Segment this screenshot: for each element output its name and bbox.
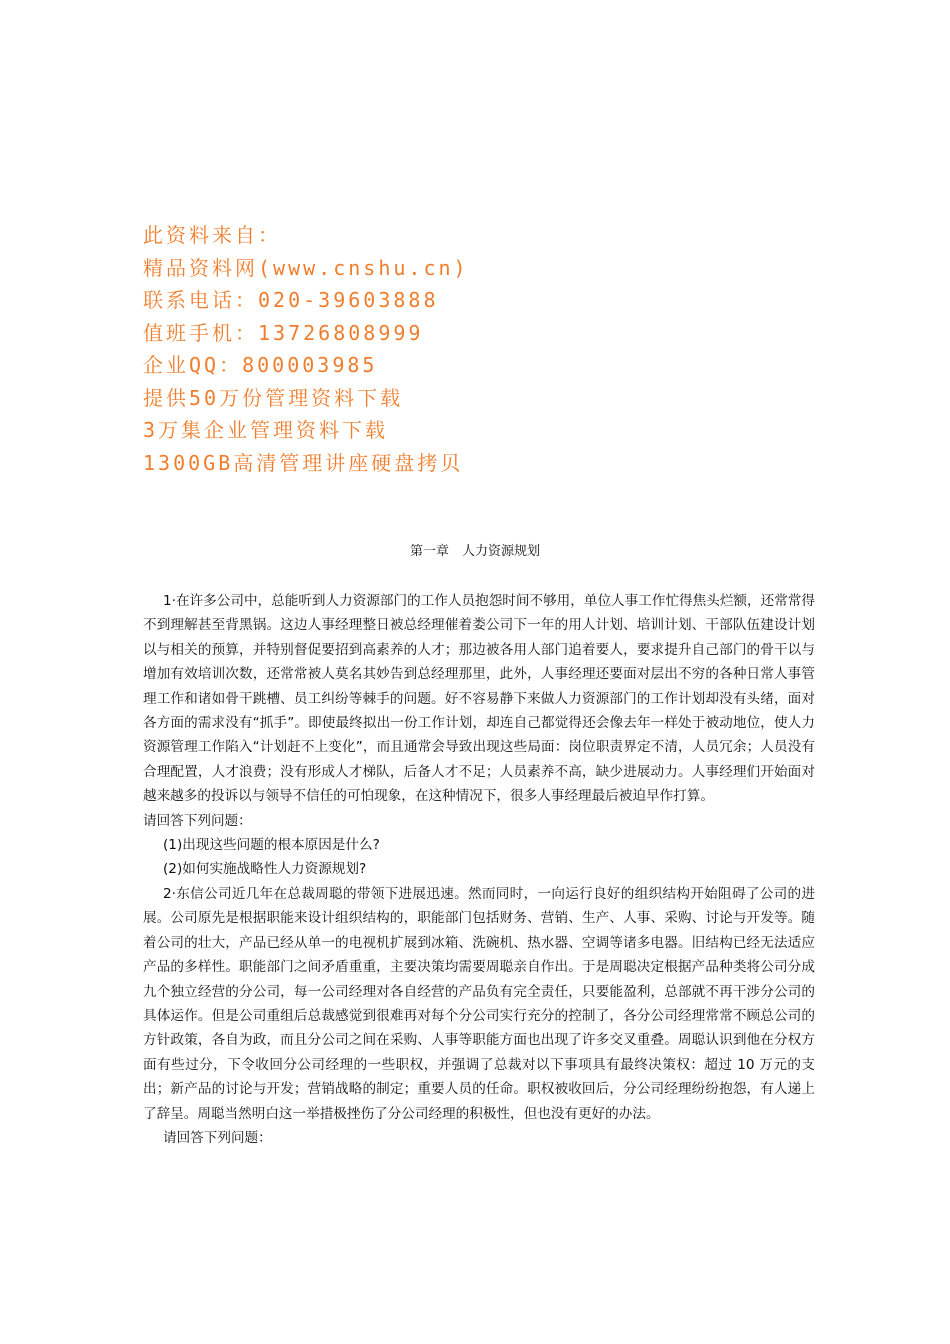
promo-line-downloads: 提供50万份管理资料下载 (143, 385, 404, 410)
case1-question-2: (2)如何实施战略性人力资源规划? (163, 861, 367, 878)
promo-line-mobile: 值班手机：13726808999 (143, 320, 424, 345)
case1-question-1: (1)出现这些问题的根本原因是什么? (163, 837, 380, 854)
promo-line-qq: 企业QQ：800003985 (143, 353, 378, 377)
case1-paragraph: 1·在许多公司中，总能听到人力资源部门的工作人员抱怨时间不够用，单位人事工作忙得焦头烂额，还常常得不到理解甚至背黑锅。这边人事经理整日被总经理催着娄公司下一年的用人计划、培训计划、干部队伍建设计划以与相关的预算，并特别督促要招到高素养的人才；那边被各用人部门追着要人，要求提升自己部门的骨干以与增加有效培训次数，还常常被人莫名其妙告到总经理那里，此外，人事经理还要面对层出不穷的各种日常人事管理工作和诸如骨干跳槽、员工纠纷等棘手的问题。好不容易静下来做人力资源部门的工作计划却没有头绪，面对各方面的需求没有“抓手”。即使最终拟出一份工作计划，却连自己都觉得还会像去年一样处于被动地位，使人力资源管理工作陷入“计划赶不上变化”，而且通常会导致出现这些局面：岗位职责界定不清，人员冗余；人员没有合理配置，人才浪费；没有形成人才梯队，后备人才不足；人员素养不高，缺少进展动力。人事经理们开始面对越来越多的投诉以与领导不信任的可怕现象，在这种情况下，很多人事经理最后被迫早作打算。 (143, 593, 815, 805)
promo-line-phone: 联系电话：020-39603888 (143, 288, 439, 312)
promo-line-website: 精品资料网(www.cnshu.cn) (143, 255, 469, 280)
promo-block (143, 219, 663, 479)
promo-line-collections: 3万集企业管理资料下载 (143, 418, 389, 442)
promo-line-source: 此资料来自： (143, 223, 281, 247)
document-body (143, 589, 815, 1150)
case2-prompt: 请回答下列问题： (163, 1129, 272, 1146)
chapter-title: 第一章 人力资源规划 (409, 544, 540, 559)
case2-paragraph: 2·东信公司近几年在总裁周聪的带领下进展迅速。然而同时，一向运行良好的组织结构开始阻碍了公司的进展。公司原先是根据职能来设计组织结构的，职能部门包括财务、营销、生产、人事、采购、讨论与开发等。随着公司的壮大，产品已经从单一的电视机扩展到冰箱、洗碗机、热水器、空调等诸多电器。旧结构已经无法适应产品的多样性。职能部门之间矛盾重重，主要决策均需要周聪亲自作出。于是周聪决定根据产品种类将公司分成九个独立经营的分公司，每一公司经理对各自经营的产品负有完全责任，只要能盈利，总部就不再干涉分公司的具体运作。但是公司重组后总裁感觉到很难再对每个分公司实行充分的控制了，各分公司经理常常不顾总公司的方针政策，各自为政，而且分公司之间在采购、人事等职能方面也出现了许多交叉重叠。周聪认识到他在分权方面有些过分，下令收回分公司经理的一些职权，并强调了总裁对以下事项具有最终决策权：超过 10 万元的支出；新产品的讨论与开发；营销战略的制定；重要人员的任命。职权被收回后，分公司经理纷纷抱怨，有人递上了辞呈。周聪当然明白这一举措极挫伤了分公司经理的积极性，但也没有更好的办法。 (143, 885, 815, 1122)
case1-prompt: 请回答下列问题： (143, 812, 252, 829)
promo-line-lectures: 1300GB高清管理讲座硬盘拷贝 (143, 450, 464, 475)
